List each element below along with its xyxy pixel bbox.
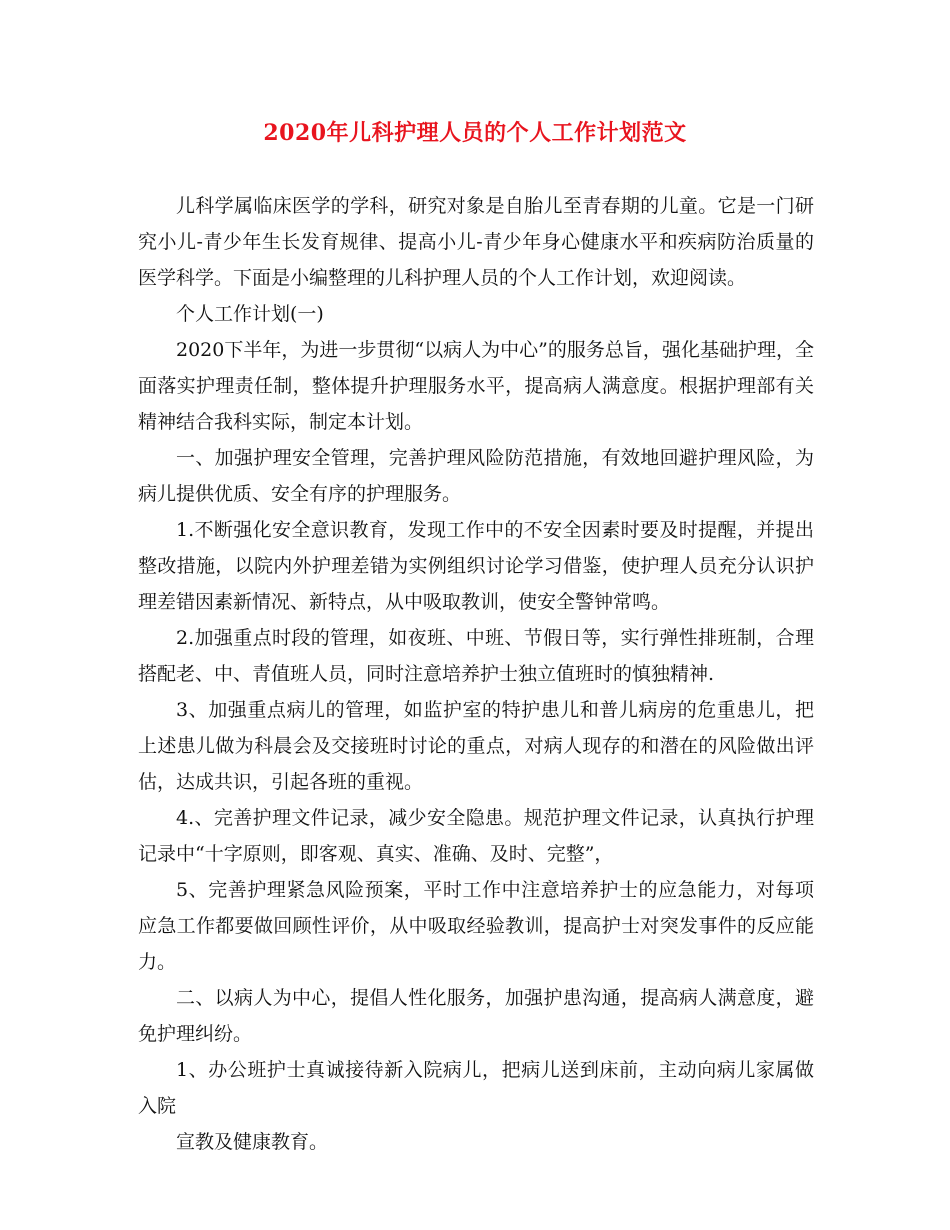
paragraph-item-3: 3、加强重点病儿的管理，如监护室的特护患儿和普儿病房的危重患儿，把上述患儿做为科晨会及交接班时讨论的重点，对病人现存的和潜在的风险做出评估，达成共识，引起各班的重视。: [138, 699, 814, 793]
paragraph-section-one: 一、加强护理安全管理，完善护理风险防范措施，有效地回避护理风险，为病儿提供优质、安全有序的护理服务。: [138, 447, 814, 505]
paragraph-intro: 儿科学属临床医学的学科，研究对象是自胎儿至青春期的儿童。它是一门研究小儿-青少年生长发育规律、提高小儿-青少年身心健康水平和疾病防治质量的医学科学。下面是小编整理的儿科护理人员的个人工作计划，欢迎阅读。: [138, 195, 814, 289]
paragraph-continuation: 宣教及健康教育。: [176, 1131, 329, 1153]
paragraph-item-5: 5、完善护理紧急风险预案，平时工作中注意培养护士的应急能力，对每项应急工作都要做回顾性评价，从中吸取经验教训，提高护士对突发事件的反应能力。: [138, 879, 814, 973]
paragraph-item-4: 4.、完善护理文件记录，减少安全隐患。规范护理文件记录，认真执行护理记录中“十字原则，即客观、真实、准确、及时、完整”，: [138, 807, 814, 865]
paragraph-plan-heading: 个人工作计划(一): [176, 303, 324, 325]
paragraph-item-2: 2.加强重点时段的管理，如夜班、中班、节假日等，实行弹性排班制，合理搭配老、中、青值班人员，同时注意培养护士独立值班时的慎独精神.: [138, 627, 814, 685]
paragraph-plan-overview: 2020下半年，为进一步贯彻“以病人为中心”的服务总旨，强化基础护理，全面落实护理责任制，整体提升护理服务水平，提高病人满意度。根据护理部有关精神结合我科实际，制定本计划。: [138, 339, 814, 433]
paragraph-section-two: 二、以病人为中心，提倡人性化服务，加强护患沟通，提高病人满意度，避免护理纠纷。: [138, 987, 814, 1045]
paragraph-item-1: 1.不断强化安全意识教育，发现工作中的不安全因素时要及时提醒，并提出整改措施，以院内外护理差错为实例组织讨论学习借鉴，使护理人员充分认识护理差错因素新情况、新特点，从中吸取教训，使安全警钟常鸣。: [138, 519, 814, 613]
document-title: 2020年儿科护理人员的个人工作计划范文: [263, 120, 687, 146]
paragraph-section-two-item-1: 1、办公班护士真诚接待新入院病儿，把病儿送到床前，主动向病儿家属做入院: [138, 1059, 814, 1117]
document-body: [138, 188, 814, 1160]
